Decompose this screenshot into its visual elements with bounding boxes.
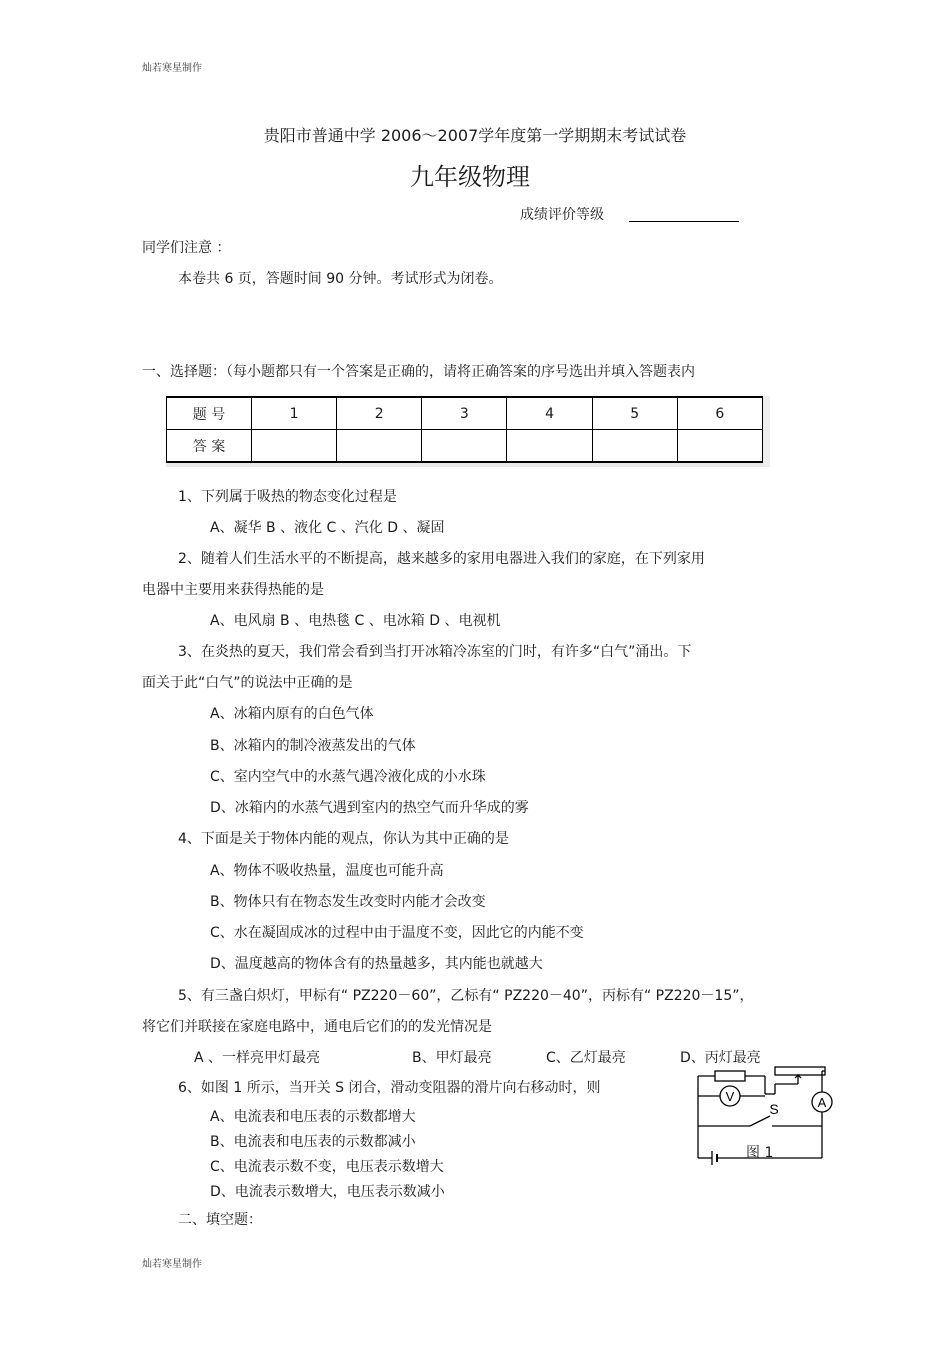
q3-option-b: B、冰箱内的制冷液蒸发出的气体: [210, 738, 416, 754]
table-cell-number: 4: [507, 397, 592, 430]
header-note: 灿若寒星制作: [142, 63, 202, 74]
q4-option-a: A、物体不吸收热量，温度也可能升高: [210, 863, 444, 879]
answer-cell-6[interactable]: [677, 430, 762, 463]
table-row: [167, 430, 763, 463]
figure-caption: 图 1: [746, 1145, 774, 1161]
q6-option-a: A、电流表和电压表的示数都增大: [210, 1109, 416, 1125]
notice-title: 同学们注意 ：: [142, 240, 231, 256]
q2-stem-line1: 2、随着人们生活水平的不断提高，越来越多的家用电器进入我们的家庭，在下列家用: [178, 551, 705, 567]
table-cell-number: 2: [337, 397, 422, 430]
q3-option-d: D、冰箱内的水蒸气遇到室内的热空气而升华成的雾: [210, 800, 529, 816]
q1-options: A、凝华 B 、液化 C 、汽化 D 、凝固: [210, 520, 445, 536]
q6-option-d: D、电流表示数增大，电压表示数减小: [210, 1184, 445, 1200]
table-row: [167, 397, 763, 430]
q2-options: A、电风扇 B 、电热毯 C 、电冰箱 D 、电视机: [210, 613, 501, 629]
section2-title: 二、填空题：: [178, 1212, 262, 1228]
switch-label: S: [769, 1101, 779, 1117]
table-shadow-right: [763, 396, 770, 466]
q5-stem-line1: 5、有三盏白炽灯，甲标有“ PZ220－60”，乙标有“ PZ220－40”，丙标有“ PZ220－15”，: [178, 988, 754, 1004]
q5-option-c: C、乙灯最亮: [546, 1050, 626, 1066]
table-cell-label: 题 号: [167, 397, 252, 430]
q4-stem: 4、下面是关于物体内能的观点，你认为其中正确的是: [178, 831, 509, 847]
q6-option-b: B、电流表和电压表的示数都减小: [210, 1134, 416, 1150]
q3-stem-line1: 3、在炎热的夏天，我们常会看到当打开冰箱冷冻室的门时，有许多“白气”涌出。下: [178, 644, 692, 660]
q4-option-c: C、水在凝固成冰的过程中由于温度不变，因此它的内能不变: [210, 925, 584, 941]
answer-cell-2[interactable]: [337, 430, 422, 463]
exam-title: 贵阳市普通中学 2006～2007学年度第一学期期末考试试卷: [263, 126, 687, 145]
q5-option-a: A 、一样亮甲灯最亮: [194, 1050, 321, 1066]
q6-option-c: C、电流表示数不变，电压表示数增大: [210, 1159, 444, 1175]
subject-title: 九年级物理: [410, 163, 530, 191]
notice-text: 本卷共 6 页，答题时间 90 分钟。考试形式为闭卷。: [178, 271, 503, 287]
ammeter-label: A: [817, 1095, 827, 1110]
table-cell-number: 6: [677, 397, 762, 430]
table-cell-number: 1: [252, 397, 337, 430]
answer-cell-4[interactable]: [507, 430, 592, 463]
answer-cell-1[interactable]: [252, 430, 337, 463]
q3-option-a: A、冰箱内原有的白色气体: [210, 706, 374, 722]
switch-icon: [750, 1116, 770, 1126]
q6-stem: 6、如图 1 所示，当开关 S 闭合，滑动变阻器的滑片向右移动时，则: [178, 1080, 601, 1096]
q4-option-d: D、温度越高的物体含有的热量越多，其内能也就越大: [210, 956, 543, 972]
section1-title: 一、选择题：（每小题都只有一个答案是正确的，请将正确答案的序号选出并填入答题表内: [142, 364, 695, 380]
grade-blank-line: [629, 221, 739, 222]
q5-option-b: B、甲灯最亮: [412, 1050, 492, 1066]
table-cell-label: 答 案: [167, 430, 252, 463]
q5-stem-line2: 将它们并联接在家庭电路中，通电后它们的的发光情况是: [142, 1019, 492, 1035]
q3-stem-line2: 面关于此“白气”的说法中正确的是: [142, 675, 353, 691]
table-cell-number: 3: [422, 397, 507, 430]
answer-cell-5[interactable]: [592, 430, 677, 463]
q2-stem-line2: 电器中主要用来获得热能的是: [142, 582, 324, 598]
voltmeter-label: V: [725, 1089, 735, 1104]
grade-label: 成绩评价等级: [520, 207, 604, 223]
answer-cell-3[interactable]: [422, 430, 507, 463]
q3-option-c: C、室内空气中的水蒸气遇冷液化成的小水珠: [210, 769, 486, 785]
table-cell-number: 5: [592, 397, 677, 430]
q1-stem: 1、下列属于吸热的物态变化过程是: [178, 489, 397, 505]
answer-table: [166, 396, 763, 463]
q4-option-b: B、物体只有在物态发生改变时内能才会改变: [210, 894, 486, 910]
rheostat-icon: [775, 1067, 825, 1075]
q5-option-d: D、丙灯最亮: [680, 1050, 761, 1066]
resistor-icon: [715, 1071, 745, 1081]
footer-note: 灿若寒星制作: [142, 1259, 202, 1270]
